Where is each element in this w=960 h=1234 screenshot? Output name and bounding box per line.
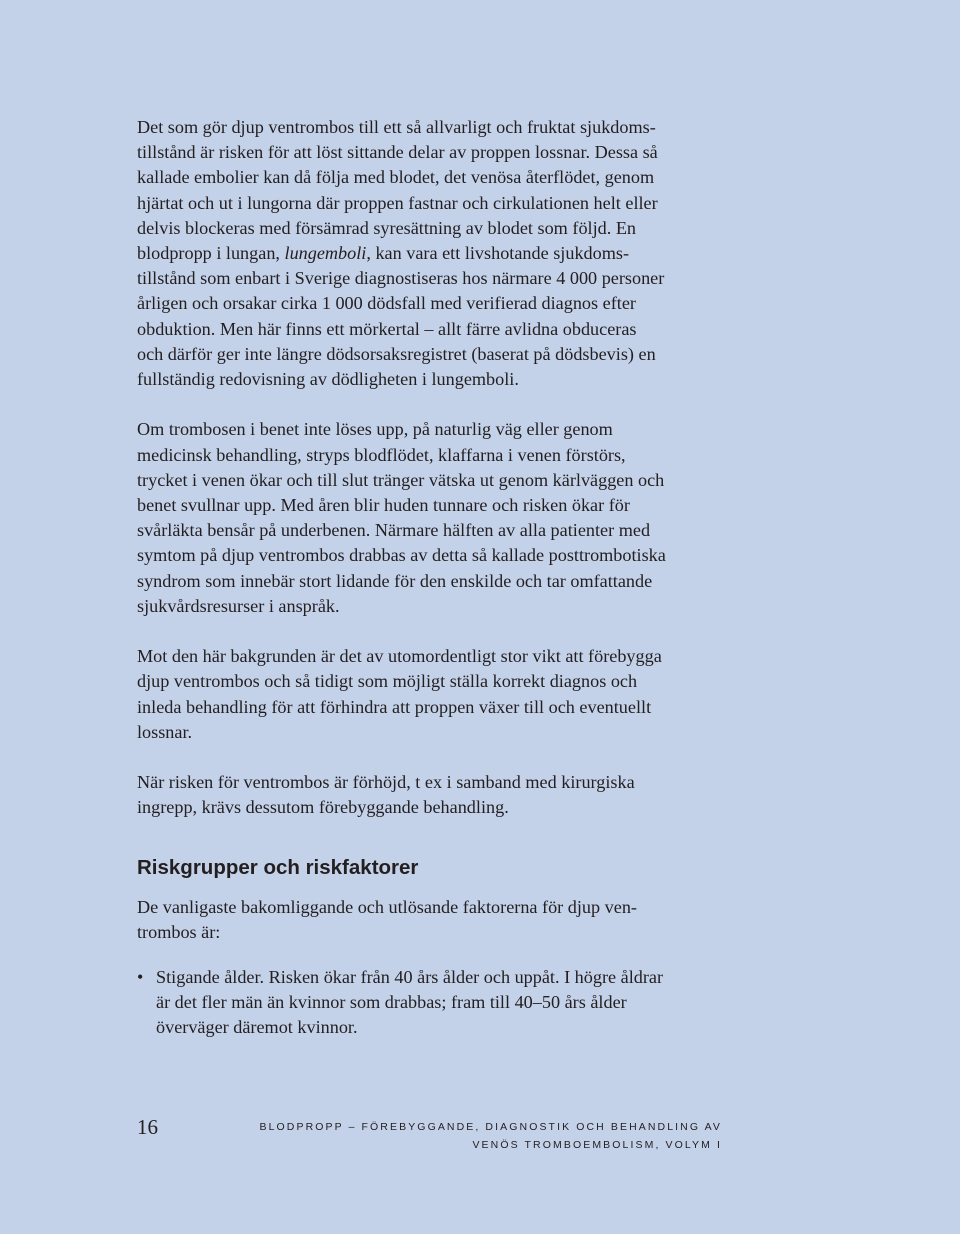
body-text-column [137,115,727,1041]
text-line: Det som gör djup ventrombos till ett så allvarligt och fruktat sjukdoms- [137,117,656,137]
text-line: årligen och orsakar cirka 1 000 dödsfall med verifierad diagnos efter [137,293,636,314]
text-line: inleda behandling för att förhindra att proppen växer till och eventuellt [137,696,652,717]
paragraph-prevention [137,644,727,745]
text-line: syndrom som innebär stort lidande för den enskilde och tar omfattande [137,570,653,591]
page-number: 16 [137,1115,158,1139]
running-title-line: VENÖS TROMBOEMBOLISM, VOLYM I [472,1139,722,1151]
text-line: delvis blockeras med försämrad syresättning av blodet som följd. En [137,217,637,238]
paragraph-posttrombotic [137,417,727,619]
text-line: benet svullnar upp. Med åren blir huden tunnare och risken ökar för [137,495,630,516]
text-line: överväger däremot kvinnor. [156,1017,358,1038]
text-segment: , kan vara ett livshotande sjukdoms- [366,243,630,264]
text-line: trycket i venen ökar och till slut tränger vätska ut genom kärlväggen och [137,469,665,490]
running-title-line: BLODPROPP – FÖREBYGGANDE, DIAGNOSTIK OCH BEHANDLING AV [259,1121,722,1133]
text-line: tillstånd som enbart i Sverige diagnostiseras hos närmare 4 000 personer [137,268,665,289]
text-line: trombos är: [137,921,221,942]
text-line: är det fler män än kvinnor som drabbas; fram till 40–50 års ålder [156,992,627,1013]
section-intro [137,895,727,945]
section-heading: Riskgrupper och riskfaktorer [137,855,419,879]
text-line-mixed [137,241,727,266]
text-line: Stigande ålder. Risken ökar från 40 års ålder och uppåt. I högre åldrar [156,967,664,988]
text-line: kallade embolier kan då följa med blodet, det venösa återflödet, genom [137,167,655,188]
running-title [259,1118,722,1154]
text-line: De vanligaste bakomliggande och utlösande faktorerna för djup ven- [137,896,637,917]
paragraph-surgery-risk [137,770,727,820]
text-line: När risken för ventrombos är förhöjd, t ex i samband med kirurgiska [137,772,635,793]
text-line: Mot den här bakgrunden är det av utomordentligt stor vikt att förebygga [137,646,662,667]
italic-term-lungemboli: lungemboli [284,243,367,264]
text-line: tillstånd är risken för att löst sittande delar av proppen lossnar. Dessa så [137,142,658,163]
risk-factor-list [137,965,727,1041]
text-line: och därför ger inte längre dödsorsaksregistret (baserat på dödsbevis) en [137,343,656,364]
text-line: lossnar. [137,721,193,742]
text-line: sjukvårdsresurser i anspråk. [137,595,340,616]
text-line: svårläkta bensår på underbenen. Närmare hälften av alla patienter med [137,520,651,541]
text-line: hjärtat och ut i lungorna där proppen fastnar och cirkulationen helt eller [137,192,658,213]
list-item [137,965,727,1041]
text-line: djup ventrombos och så tidigt som möjligt ställa korrekt diagnos och [137,671,638,692]
text-line: ingrepp, krävs dessutom förebyggande behandling. [137,797,509,818]
text-segment: blodpropp i lungan, [137,243,285,264]
text-line: obduktion. Men här finns ett mörkertal – allt färre avlidna obduceras [137,318,637,339]
text-line: Om trombosen i benet inte löses upp, på naturlig väg eller genom [137,419,613,440]
text-line: fullständig redovisning av dödligheten i lungemboli. [137,369,519,390]
paragraph-embolism [137,115,727,392]
text-line: medicinsk behandling, stryps blodflödet, klaffarna i venen förstörs, [137,444,626,465]
bullet-icon: • [137,967,144,988]
page-footer [137,1115,727,1155]
text-line: symtom på djup ventrombos drabbas av detta så kallade posttrombotiska [137,545,666,566]
